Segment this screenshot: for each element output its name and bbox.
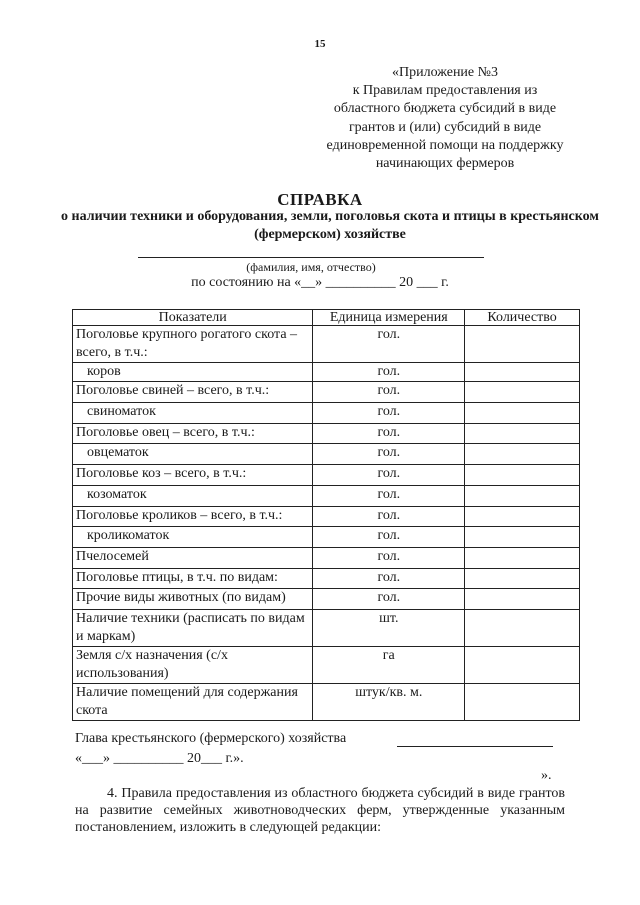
table-row	[73, 363, 580, 382]
annex-line: к Правилам предоставления из	[352, 83, 538, 99]
quantity-cell	[465, 403, 580, 424]
table-row	[73, 403, 580, 424]
head-signature-label: Глава крестьянского (фермерского) хозяйства	[75, 731, 347, 746]
quantity-cell	[465, 548, 580, 569]
column-header-quantity: Количество	[465, 310, 580, 326]
indicator-cell: свиноматок	[73, 403, 313, 424]
quantity-cell	[465, 326, 580, 363]
indicator-cell: Поголовье кроликов – всего, в т.ч.:	[73, 507, 313, 527]
quantity-cell	[465, 486, 580, 507]
unit-cell: гол.	[313, 424, 465, 444]
quantity-cell	[465, 684, 580, 721]
table-row	[73, 444, 580, 465]
document-title: СПРАВКА	[277, 190, 363, 209]
indicator-cell: Поголовье овец – всего, в т.ч.:	[73, 424, 313, 444]
table-row	[73, 610, 580, 647]
quantity-cell	[465, 647, 580, 684]
column-header-unit: Единица измерения	[313, 310, 465, 326]
unit-cell: гол.	[313, 363, 465, 382]
quantity-cell	[465, 382, 580, 403]
table-header-row	[73, 310, 580, 326]
unit-cell: гол.	[313, 507, 465, 527]
unit-cell: гол.	[313, 382, 465, 403]
indicator-cell: козоматок	[73, 486, 313, 507]
indicator-cell: Поголовье коз – всего, в т.ч.:	[73, 465, 313, 486]
unit-cell: шт.	[313, 610, 465, 647]
unit-cell: га	[313, 647, 465, 684]
quantity-cell	[465, 444, 580, 465]
annex-line: грантов и (или) субсидий в виде	[348, 119, 542, 135]
column-header-indicator: Показатели	[73, 310, 313, 326]
inventory-table	[72, 309, 580, 721]
table-row	[73, 684, 580, 721]
indicator-cell: Наличие техники (расписать по видам и маркам)	[73, 610, 313, 647]
annex-line: областного бюджета субсидий в виде	[333, 101, 557, 117]
indicator-cell: Поголовье крупного рогатого скота – всего, в т.ч.:	[73, 326, 313, 363]
annex-line: «Приложение №3	[392, 65, 498, 80]
unit-cell: гол.	[313, 444, 465, 465]
unit-cell: гол.	[313, 465, 465, 486]
table-row	[73, 589, 580, 610]
name-blank-line	[138, 257, 484, 258]
annex-header	[300, 64, 590, 173]
unit-cell: гол.	[313, 548, 465, 569]
table-row	[73, 465, 580, 486]
document-subtitle: о наличии техники и оборудования, земли, поголовья скота и птицы в крестьянском (фермерском) хозяйстве	[61, 209, 599, 242]
table-row	[73, 527, 580, 548]
name-caption: (фамилия, имя, отчество)	[246, 260, 376, 274]
quantity-cell	[465, 569, 580, 589]
annex-line: начинающих фермеров	[375, 156, 515, 172]
indicator-cell: Пчелосемей	[73, 548, 313, 569]
unit-cell: гол.	[313, 589, 465, 610]
indicator-cell: овцематок	[73, 444, 313, 465]
indicator-cell: Земля с/х назначения (с/х использования)	[73, 647, 313, 684]
indicator-cell: кроликоматок	[73, 527, 313, 548]
page-number: 15	[314, 38, 326, 50]
closing-quote: ».	[541, 768, 552, 783]
quantity-cell	[465, 363, 580, 382]
unit-cell: гол.	[313, 486, 465, 507]
table-row	[73, 507, 580, 527]
table-row	[73, 569, 580, 589]
indicator-cell: коров	[73, 363, 313, 382]
amendment-paragraph: 4. Правила предоставления из областного бюджета субсидий в виде грантов на развитие семейных животноводческих ферм, утвержденные указанным постановлением, изложить в следующей редакции:	[75, 786, 565, 835]
unit-cell: гол.	[313, 326, 465, 363]
indicator-cell: Прочие виды животных (по видам)	[73, 589, 313, 610]
indicator-cell: Наличие помещений для содержания скота	[73, 684, 313, 721]
unit-cell: гол.	[313, 403, 465, 424]
signature-line	[397, 746, 553, 747]
quantity-cell	[465, 527, 580, 548]
unit-cell: гол.	[313, 527, 465, 548]
table-row	[73, 382, 580, 403]
table-row	[73, 647, 580, 684]
indicator-cell: Поголовье птицы, в т.ч. по видам:	[73, 569, 313, 589]
unit-cell: штук/кв. м.	[313, 684, 465, 721]
table-row	[73, 486, 580, 507]
table-row	[73, 326, 580, 363]
quantity-cell	[465, 424, 580, 444]
signature-date: «___» __________ 20___ г.».	[75, 751, 244, 766]
annex-line: единовременной помощи на поддержку	[326, 137, 564, 153]
table-row	[73, 424, 580, 444]
quantity-cell	[465, 507, 580, 527]
unit-cell: гол.	[313, 569, 465, 589]
quantity-cell	[465, 589, 580, 610]
table-row	[73, 548, 580, 569]
quantity-cell	[465, 610, 580, 647]
as-of-date: по состоянию на «__» __________ 20 ___ г.	[191, 275, 449, 290]
indicator-cell: Поголовье свиней – всего, в т.ч.:	[73, 382, 313, 403]
quantity-cell	[465, 465, 580, 486]
